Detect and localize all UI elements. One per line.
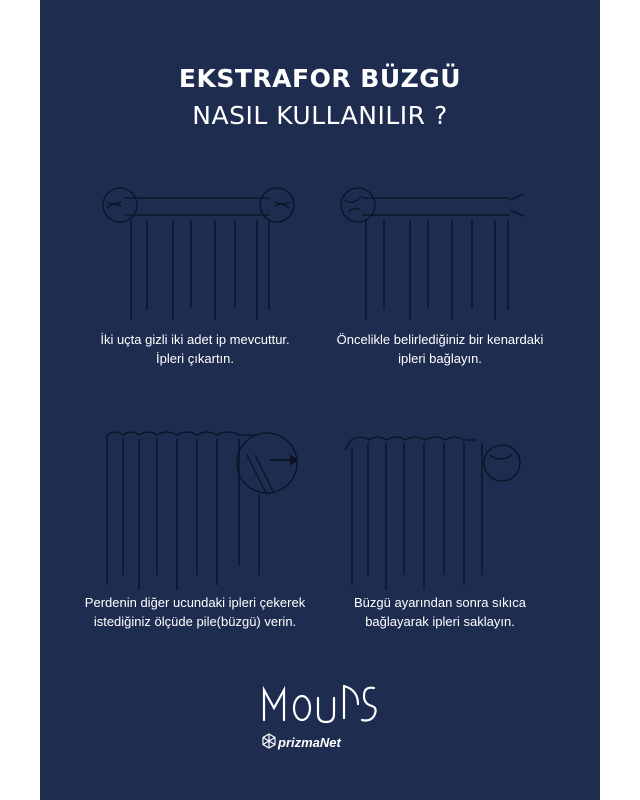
- step-2-caption: [320, 330, 560, 368]
- step-4-line-2: bağlayarak ipleri saklayın.: [365, 614, 515, 629]
- step-3-illustration: [95, 425, 325, 590]
- step-2-line-2: ipleri bağlayın.: [398, 351, 482, 366]
- step-3-line-1: Perdenin diğer ucundaki ipleri çekerek: [84, 595, 306, 610]
- step-1-line-1: İki uçta gizli iki adet ip mevcuttur.: [100, 332, 290, 347]
- step-2-line-1: Öncelikle belirlediğiniz bir kenardaki: [336, 332, 544, 347]
- page-subtitle: NASIL KULLANILIR ?: [192, 101, 448, 130]
- page-title: EKSTRAFOR BÜZGÜ: [178, 64, 462, 93]
- step-1-illustration: [95, 180, 305, 320]
- brand-logo: [260, 678, 380, 768]
- step-4-caption: [320, 593, 560, 631]
- step-1-caption: [75, 330, 315, 368]
- instruction-poster: [40, 0, 600, 800]
- step-3-caption: [75, 593, 315, 631]
- step-4-line-1: Büzgü ayarından sonra sıkıca: [354, 595, 526, 610]
- brand-subtext: prizmaNet: [278, 735, 341, 750]
- step-3-line-2: istediğiniz ölçüde pile(büzgü) verin.: [93, 614, 297, 629]
- step-1-line-2: İpleri çıkartın.: [155, 351, 235, 366]
- step-2-illustration: [330, 180, 540, 320]
- prizmanet-icon: [262, 733, 276, 749]
- step-4-illustration: [330, 425, 540, 590]
